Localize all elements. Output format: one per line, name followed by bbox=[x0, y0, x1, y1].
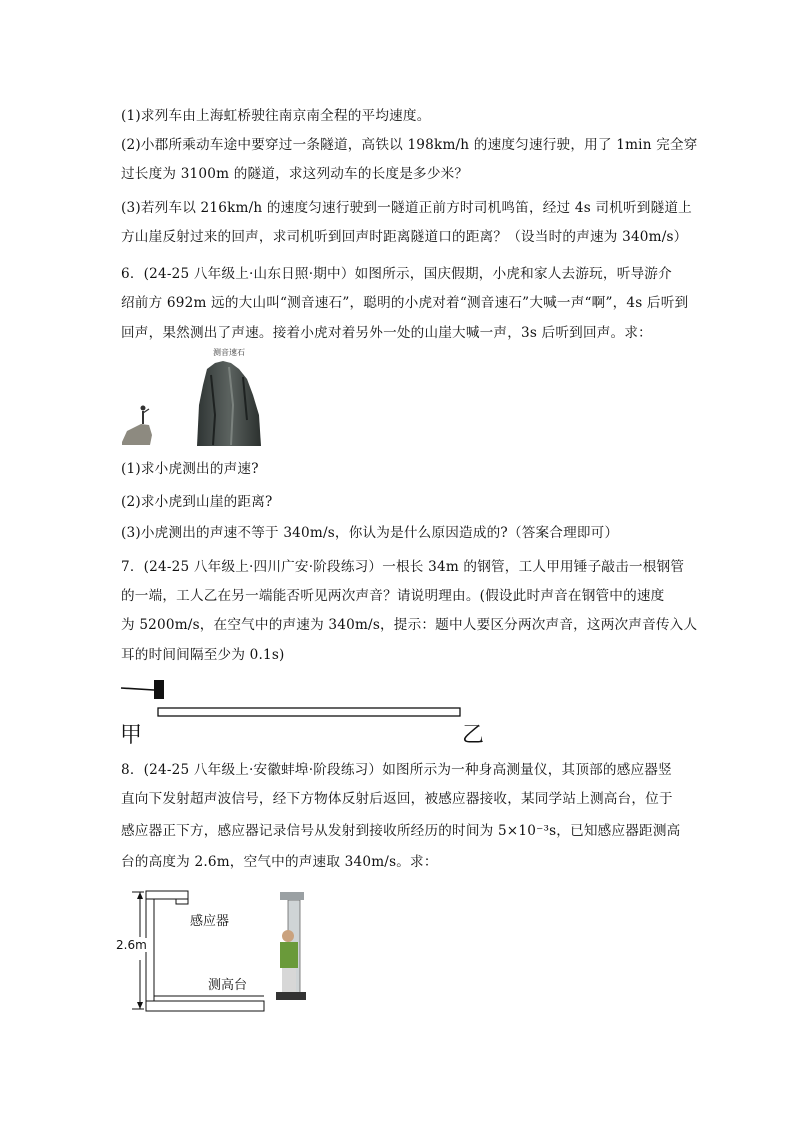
q7-label-yi: 乙 bbox=[462, 723, 485, 748]
q8-label-height: 2.6m bbox=[116, 938, 147, 952]
q6-part3: (3)小虎测出的声速不等于 340m/s，你认为是什么原因造成的?（答案合理即可） bbox=[121, 525, 619, 541]
q7-stem-line4: 耳的时间间隔至少为 0.1s) bbox=[121, 647, 285, 663]
q6-stem-line2: 绍前方 692m 远的大山叫“测音速石”，聪明的小虎对着“测音速石”大喊一声“啊”，4s 后听到 bbox=[121, 295, 689, 311]
q8-label-sensor: 感应器 bbox=[190, 914, 230, 929]
mountain-rock-image bbox=[119, 345, 269, 447]
q6-stem-line1: 6．(24-25 八年级上·山东日照·期中）如图所示，国庆假期，小虎和家人去游玩，听导游介 bbox=[121, 266, 672, 282]
q7-stem-line2: 的一端，工人乙在另一端能否听见两次声音？请说明理由。(假设此时声音在钢管中的速度 bbox=[121, 588, 665, 604]
height-meter-diagram bbox=[118, 880, 318, 1020]
q8-stem-line1: 8．(24-25 八年级上·安徽蚌埠·阶段练习）如图所示为一种身高测量仪，其顶部的感应器竖 bbox=[121, 762, 672, 778]
q7-steel-pipe-figure bbox=[118, 676, 498, 746]
q5-part1: (1)求列车由上海虹桥驶往南京南全程的平均速度。 bbox=[121, 108, 431, 124]
q8-stem-line3: 感应器正下方，感应器记录信号从发射到接收所经历的时间为 5×10⁻³s，已知感应器距测高 bbox=[121, 823, 681, 839]
q5-part3-line1: (3)若列车以 216km/h 的速度匀速行驶到一隧道正前方时司机鸣笛，经过 4s 司机听到隧道上 bbox=[121, 200, 692, 216]
q5-part2-line1: (2)小郡所乘动车途中要穿过一条隧道，高铁以 198km/h 的速度匀速行驶，用了 1min 完全穿 bbox=[121, 137, 698, 153]
q7-stem-line3: 为 5200m/s，在空气中的声速为 340m/s，提示：题中人要区分两次声音，这两次声音传入人 bbox=[121, 617, 698, 633]
q6-mountain-figure bbox=[119, 345, 269, 447]
q8-height-meter-figure bbox=[118, 880, 318, 1020]
hammer-and-pipe-diagram bbox=[118, 676, 498, 746]
q7-stem-line1: 7．(24-25 八年级上·四川广安·阶段练习）一根长 34m 的钢管，工人甲用锤子敲击一根钢管 bbox=[121, 559, 685, 575]
q8-label-platform: 测高台 bbox=[208, 978, 248, 993]
q7-label-jia: 甲 bbox=[120, 723, 143, 748]
q5-part2-line2: 过长度为 3100m 的隧道，求这列动车的长度是多少米？ bbox=[121, 166, 469, 182]
q6-part2: (2)求小虎到山崖的距离? bbox=[121, 494, 273, 510]
q8-stem-line4: 台的高度为 2.6m，空气中的声速取 340m/s。求： bbox=[121, 854, 438, 870]
q6-part1: (1)求小虎测出的声速? bbox=[121, 461, 259, 477]
q6-figure-caption: 测音速石 bbox=[213, 348, 245, 357]
q5-part3-line2: 方山崖反射过来的回声，求司机听到回声时距离隧道口的距离？（设当时的声速为 340m/s） bbox=[121, 229, 688, 245]
q6-stem-line3: 回声，果然测出了声速。接着小虎对着另外一处的山崖大喊一声，3s 后听到回声。求： bbox=[121, 325, 652, 341]
q8-stem-line2: 直向下发射超声波信号，经下方物体反射后返回，被感应器接收，某同学站上测高台，位于 bbox=[121, 791, 673, 807]
